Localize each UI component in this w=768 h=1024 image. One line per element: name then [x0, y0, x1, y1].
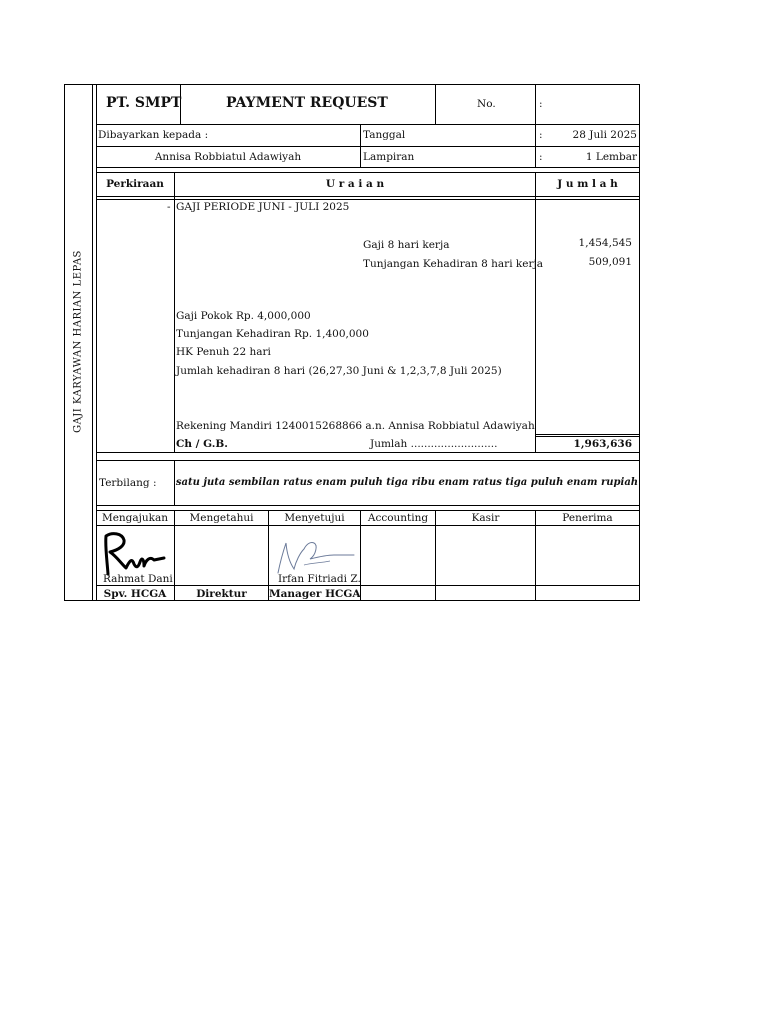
- signature-irfan: [274, 533, 358, 575]
- total-top-line: [535, 434, 640, 435]
- terbilang-bottom: [96, 505, 640, 506]
- col-header-account: Perkiraan: [106, 178, 164, 190]
- col-header-description: U r a i a n: [325, 178, 385, 190]
- company-name: PT. SMPT: [106, 95, 182, 111]
- frame-right: [639, 84, 640, 601]
- col-header-bottom-2: [96, 199, 640, 200]
- note-line: HK Penuh 22 hari: [176, 346, 271, 358]
- total-value: 1,963,636: [573, 438, 632, 450]
- no-colon: :: [539, 98, 543, 110]
- side-label-text: GAJI KARYAWAN HARIAN LEPAS: [72, 250, 84, 433]
- terbilang-top: [96, 460, 640, 461]
- date-label: Tanggal: [363, 129, 406, 141]
- col-header-top: [96, 172, 640, 173]
- approver-role: Direktur: [196, 588, 247, 600]
- bank-account-line: Rekening Mandiri 1240015268866 a.n. Annisa Robbiatul Adawiyah: [176, 420, 535, 432]
- item-amount: 509,091: [588, 256, 632, 268]
- item-amount: 1,454,545: [578, 237, 632, 249]
- body-bottom: [96, 452, 640, 453]
- payee-label: Dibayarkan kepada :: [98, 129, 209, 141]
- no-label: No.: [477, 98, 496, 110]
- date-colon: :: [539, 129, 543, 141]
- signature-rahmat: [98, 530, 170, 576]
- period-title: GAJI PERIODE JUNI - JULI 2025: [176, 201, 350, 213]
- approval-header: Penerima: [562, 512, 613, 524]
- attachment-colon: :: [539, 151, 543, 163]
- item-label: Tunjangan Kehadiran 8 hari kerja: [363, 258, 544, 270]
- info-div-1: [360, 124, 361, 167]
- terbilang-label: Terbilang :: [99, 477, 157, 489]
- frame-top: [64, 84, 640, 85]
- header-bottom: [96, 124, 640, 125]
- approval-top: [96, 510, 640, 511]
- approval-header: Mengetahui: [189, 512, 254, 524]
- side-divider-1: [92, 84, 93, 601]
- frame-left: [64, 84, 65, 601]
- header-div-3: [535, 84, 536, 124]
- date-value: 28 Juli 2025: [572, 129, 637, 141]
- total-top-line-2: [535, 436, 640, 437]
- account-dash: -: [167, 201, 171, 213]
- note-line: Jumlah kehadiran 8 hari (26,27,30 Juni & 1,2,3,7,8 Juli 2025): [176, 365, 502, 377]
- approver-name: Irfan Fitriadi Z.: [278, 573, 361, 585]
- header-div-2: [435, 84, 436, 124]
- item-label: Gaji 8 hari kerja: [363, 239, 450, 251]
- approver-role: Spv. HCGA: [103, 588, 167, 600]
- approval-header-bottom: [96, 525, 640, 526]
- attachment-label: Lampiran: [363, 151, 415, 163]
- note-line: Tunjangan Kehadiran Rp. 1,400,000: [176, 328, 369, 340]
- frame-bottom: [64, 600, 640, 601]
- page-title: PAYMENT REQUEST: [226, 95, 388, 111]
- approval-header: Accounting: [367, 512, 429, 524]
- col-div-2: [535, 172, 536, 453]
- approver-name: Rahmat Dani: [103, 573, 173, 585]
- col-div-1: [174, 172, 175, 453]
- payee-name: Annisa Robbiatul Adawiyah: [154, 151, 302, 163]
- approver-role: Manager HCGA: [269, 588, 361, 600]
- approval-header: Kasir: [471, 512, 500, 524]
- approval-header: Menyetujui: [284, 512, 345, 524]
- info-row-line-1: [96, 146, 640, 147]
- col-header-amount: J u m l a h: [557, 178, 618, 190]
- col-header-bottom-1: [96, 196, 640, 197]
- attachment-value: 1 Lembar: [585, 151, 637, 163]
- info-row-line-2: [96, 167, 640, 168]
- approval-header: Mengajukan: [101, 512, 169, 524]
- total-label: Jumlah ..........................: [370, 438, 498, 450]
- approval-roles-top: [96, 585, 640, 586]
- info-div-2: [535, 124, 536, 167]
- chgb-label: Ch / G.B.: [176, 438, 228, 450]
- note-line: Gaji Pokok Rp. 4,000,000: [176, 310, 311, 322]
- terbilang-text: satu juta sembilan ratus enam puluh tiga ribu enam ratus tiga puluh enam rupiah: [175, 477, 639, 488]
